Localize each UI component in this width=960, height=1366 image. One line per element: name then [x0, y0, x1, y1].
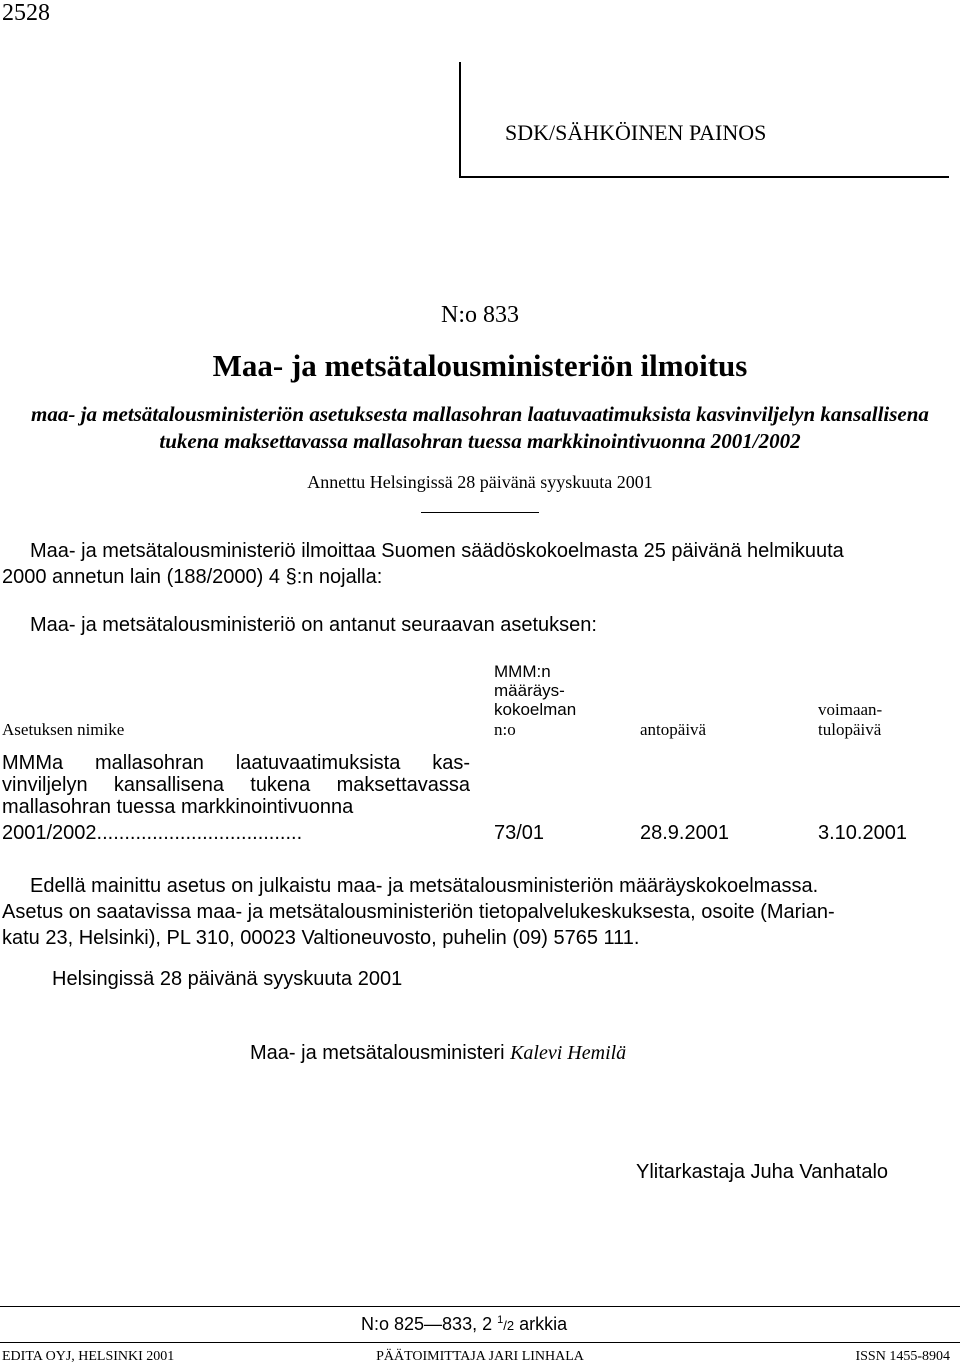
minister-name: Kalevi Hemilä [510, 1042, 627, 1064]
official-signature: Ylitarkastaja Juha Vanhatalo [636, 1161, 889, 1183]
document-number: N:o 833 [441, 302, 519, 328]
sheets-unit: arkkia [519, 1314, 568, 1334]
intro-line-1: Maa- ja metsätalousministeriö ilmoittaa Suomen säädöskokoelmasta 25 päivänä helmikuuta [30, 540, 844, 562]
header-date-given: antopäivä [640, 720, 707, 739]
sheets-fraction-num: 1 [497, 1314, 504, 1326]
footer-publisher: EDITA OYJ, HELSINKI 2001 [2, 1349, 175, 1364]
header-number-4: n:o [494, 720, 516, 739]
signature-place-date: Helsingissä 28 päivänä syyskuuta 2001 [52, 968, 403, 990]
note-line-2: Asetus on saatavissa maa- ja metsätalousministeriön tietopalvelukeskuksesta, osoite (Marian- [2, 901, 835, 923]
footer-issn: ISSN 1455-8904 [855, 1349, 950, 1364]
minister-line [250, 1042, 626, 1065]
header-date-effect-1: voimaan- [818, 700, 883, 719]
header-date-effect-2: tulopäivä [818, 720, 882, 739]
footer-sheets [361, 1314, 567, 1335]
document-title: Maa- ja metsätalousministeriön ilmoitus [212, 348, 748, 383]
row-number: 73/01 [494, 822, 545, 844]
row-name-last [2, 822, 302, 844]
row-leader-dots: ..................................... [96, 822, 303, 844]
header-number-3: kokoelman [494, 700, 577, 719]
footer-rule-bottom [0, 1342, 960, 1343]
intro-line-3: Maa- ja metsätalousministeriö on antanut seuraavan asetuksen: [30, 614, 597, 636]
header-number-2: määräys- [494, 681, 565, 700]
edition-frame-vertical [459, 62, 461, 178]
row-date-effect: 3.10.2001 [818, 822, 907, 844]
note-line-1: Edellä mainittu asetus on julkaistu maa- ja metsätalousministeriön määräyskokoelmassa. [30, 875, 819, 897]
given-date: Annettu Helsingissä 28 päivänä syyskuuta 2001 [307, 472, 653, 492]
row-name-year: 2001/2002 [2, 822, 97, 844]
header-name: Asetuksen nimike [2, 720, 125, 739]
footer-rule-top [0, 1306, 960, 1307]
header-number-1: MMM:n [494, 662, 551, 681]
sheets-fraction-den: /2 [503, 1318, 515, 1333]
page-number: 2528 [2, 0, 50, 26]
document-subtitle: maa- ja metsätalousministeriön asetuksesta mallasohran laatuvaatimuksista kasvinviljelyn kansallisena tukena maksettavassa mallasohran tuessa markkinointivuonna 2001/2002 [31, 402, 929, 453]
footer-editor: PÄÄTOIMITTAJA JARI LINHALA [376, 1349, 584, 1364]
note-line-3: katu 23, Helsinki), PL 310, 00023 Valtioneuvosto, puhelin (09) 5765 111. [2, 927, 640, 949]
intro-line-2: 2000 annetun lain (188/2000) 4 §:n nojalla: [2, 566, 383, 588]
minister-title: Maa- ja metsätalousministeri [250, 1042, 505, 1064]
row-name: MMMa mallasohran laatuvaatimuksista kas-vinviljelyn kansallisena tukena maksettavassa mallasohran tuessa markkinointivuonna [2, 752, 470, 818]
row-date-given: 28.9.2001 [640, 822, 729, 844]
separator-rule [421, 512, 539, 513]
edition-frame-horizontal [459, 176, 949, 178]
sheets-range: N:o 825—833, 2 [361, 1314, 493, 1334]
edition-label: SDK/SÄHKÖINEN PAINOS [505, 120, 767, 145]
